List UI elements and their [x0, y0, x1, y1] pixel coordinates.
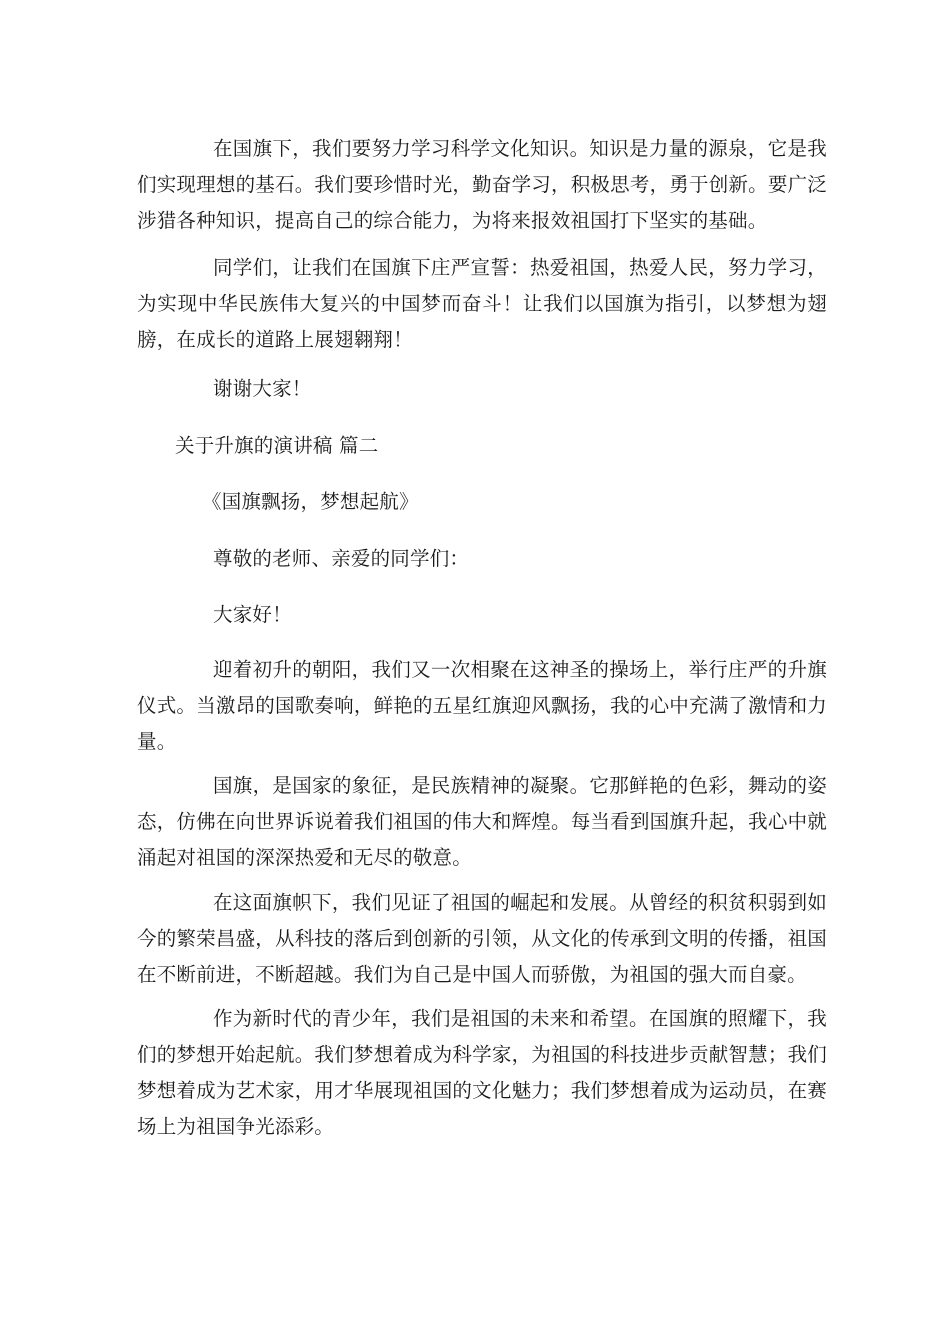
speech-title: 《国旗飘扬，梦想起航》 [202, 490, 419, 513]
section-heading: 关于升旗的演讲稿 篇二 [175, 434, 379, 457]
paragraph-ceremony: 迎着初升的朝阳，我们又一次相聚在这神圣的操场上，举行庄严的升旗仪式。当激昂的国歌奏响，鲜艳的五星红旗迎风飘扬，我的心中充满了激情和力量。 [137, 658, 827, 753]
paragraph-development: 在这面旗帜下，我们见证了祖国的崛起和发展。从曾经的积贫积弱到如今的繁荣昌盛，从科技的落后到创新的引领，从文化的传承到文明的传播，祖国在不断前进，不断超越。我们为自己是中国人而骄傲，为祖国的强大而自豪。 [137, 891, 827, 986]
salutation: 尊敬的老师、亲爱的同学们： [213, 547, 470, 570]
greeting: 大家好！ [213, 603, 292, 626]
paragraph-flag-symbol: 国旗，是国家的象征，是民族精神的凝聚。它那鲜艳的色彩，舞动的姿态，仿佛在向世界诉说着我们祖国的伟大和辉煌。每当看到国旗升起，我心中就涌起对祖国的深深热爱和无尽的敬意。 [137, 774, 827, 869]
paragraph-oath: 同学们，让我们在国旗下庄严宣誓：热爱祖国，热爱人民，努力学习，为实现中华民族伟大复兴的中国梦而奋斗！让我们以国旗为指引，以梦想为翅膀，在成长的道路上展翅翱翔！ [137, 256, 827, 351]
paragraph-study-knowledge: 在国旗下，我们要努力学习科学文化知识。知识是力量的源泉，它是我们实现理想的基石。我们要珍惜时光，勤奋学习，积极思考，勇于创新。要广泛涉猎各种知识，提高自己的综合能力，为将来报效祖国打下坚实的基础。 [137, 137, 827, 232]
paragraph-thanks: 谢谢大家！ [213, 377, 312, 400]
paragraph-dreams: 作为新时代的青少年，我们是祖国的未来和希望。在国旗的照耀下，我们的梦想开始起航。我们梦想着成为科学家，为祖国的科技进步贡献智慧；我们梦想着成为艺术家，用才华展现祖国的文化魅力；我们梦想着成为运动员，在赛场上为祖国争光添彩。 [137, 1007, 827, 1138]
